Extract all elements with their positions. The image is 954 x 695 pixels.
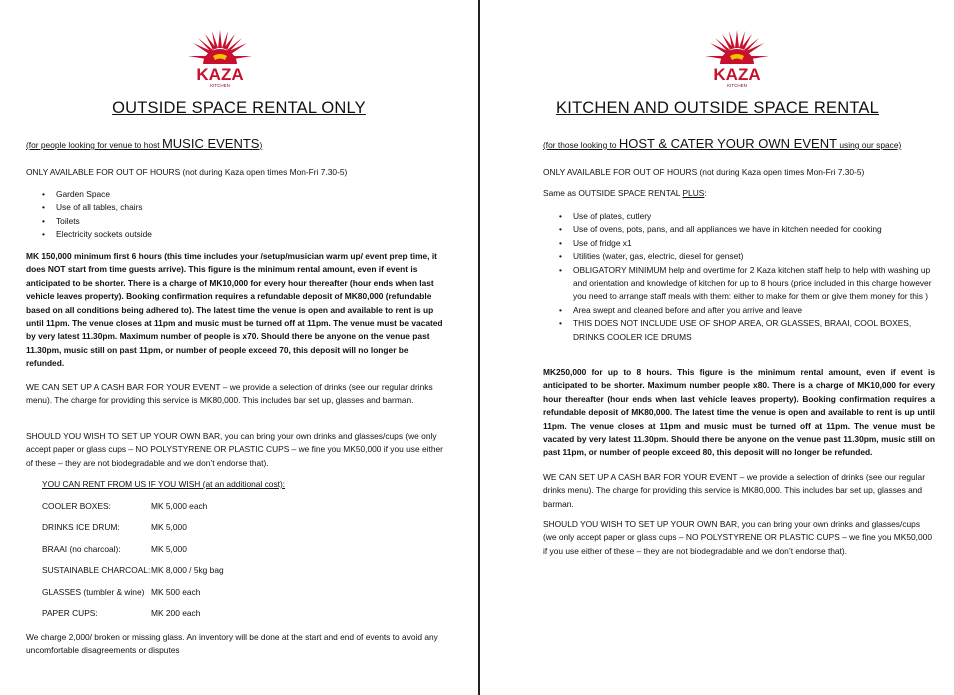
audience-subtitle (26, 137, 262, 152)
brand-subtitle: KITCHEN (727, 83, 747, 88)
rental-price: MK 500 each (151, 586, 201, 597)
features-list-right (543, 210, 933, 344)
pricing-terms: MK 150,000 minimum first 6 hours (this time includes your /setup/musician warm up/ event prep time, it does NOT start from time guests arrive). This figure is the minimum rental amount, even if event is anticipated to be shorter. There is a charge of MK10,000 for every hour thereafter (hour ends when last vehicle leaves property). Booking confirmation requires a refundable deposit of MK80,000 (refundable based on all conditions being adhered to). The latest time the venue is open and available to rent is up until 11pm. The venue closes at 11pm and music must be turned off at 11pm. The venue must be vacated by very latest 11.30pm. Maximum number of people is x70. Should there be anyone on the venue past 11.30pm, music still on past 11pm, or number of people exceed 70, this deposit will no longer be refunded. (26, 251, 443, 369)
subtitle-post: using our space) (837, 140, 902, 150)
rental-item: GLASSES (tumbler & wine) (42, 586, 145, 597)
availability-note: ONLY AVAILABLE FOR OUT OF HOURS (not during Kaza open times Mon-Fri 7.30-5) (26, 167, 348, 177)
page-divider (478, 0, 480, 695)
same-as-plus: PLUS (682, 188, 705, 198)
brand-name: KAZA (713, 65, 761, 84)
rental-price: MK 8,000 / 5kg bag (151, 565, 224, 576)
features-list (26, 188, 152, 242)
list-item: • Use of all tables, chairs (26, 201, 152, 214)
table-row (42, 581, 224, 603)
rental-item: BRAAI (no charcoal): (42, 543, 121, 554)
brand-name: KAZA (196, 65, 244, 84)
subtitle-highlight: MUSIC EVENTS (161, 136, 260, 151)
subtitle-post: ) (259, 140, 263, 150)
table-row (42, 538, 224, 560)
list-item: • THIS DOES NOT INCLUDE USE OF SHOP AREA, OR GLASSES, BRAAI, COOL BOXES, DRINKS COOLER ICE DRUMS (543, 317, 933, 344)
page-title: OUTSIDE SPACE RENTAL ONLY (112, 99, 366, 117)
subtitle-pre: (for those looking to (543, 140, 619, 150)
list-item: • Area swept and cleaned before and after you arrive and leave (543, 304, 933, 317)
kaza-logo-right (702, 26, 772, 88)
table-row (42, 495, 224, 517)
sun-logo-icon (702, 26, 772, 88)
right-page (481, 0, 954, 695)
brand-subtitle: KITCHEN (210, 83, 230, 88)
sun-logo-icon (185, 26, 255, 88)
list-item: • Toilets (26, 215, 152, 228)
rental-price: MK 5,000 (151, 543, 187, 554)
own-bar-note-right: SHOULD YOU WISH TO SET UP YOUR OWN BAR, you can bring your own drinks and glasses/cups (we only accept paper or glass cups – NO POLYSTYRENE OR PLASTIC CUPS – we fine you MK50,000 if you use either of these – they are not biodegradable and we don’t endorse that). (543, 519, 932, 556)
rental-item: PAPER CUPS: (42, 608, 98, 619)
table-row (42, 560, 224, 582)
rental-price: MK 200 each (151, 608, 201, 619)
list-item: • Use of ovens, pots, pans, and all appliances we have in kitchen needed for cooking (543, 223, 933, 236)
page-title-right: KITCHEN AND OUTSIDE SPACE RENTAL (555, 99, 879, 117)
availability-note-right: ONLY AVAILABLE FOR OUT OF HOURS (not during Kaza open times Mon-Fri 7.30-5) (543, 167, 865, 177)
rental-item: SUSTAINABLE CHARCOAL: (42, 565, 151, 576)
same-as-post: : (704, 188, 707, 198)
list-item: • Garden Space (26, 188, 152, 201)
glass-note: We charge 2,000/ broken or missing glass. An inventory will be done at the start and end of events to avoid any uncomfortable disagreements or disputes (26, 632, 438, 656)
table-row (42, 517, 224, 539)
table-row (42, 603, 224, 625)
own-bar-note: SHOULD YOU WISH TO SET UP YOUR OWN BAR, you can bring your own drinks and glasses/cups (we only accept paper or glass cups – NO POLYSTYRENE OR PLASTIC CUPS – we fine you MK50,000 if you use either of these – they are not biodegradable and we don’t endorse that). (26, 431, 443, 468)
rental-price: MK 5,000 each (151, 500, 208, 511)
list-item: • Utilities (water, gas, electric, diesel for genset) (543, 250, 933, 263)
rental-table (42, 495, 224, 624)
rent-heading: YOU CAN RENT FROM US IF YOU WISH (at an additional cost): (42, 479, 286, 489)
same-as-pre: Same as OUTSIDE SPACE RENTAL (543, 188, 683, 198)
subtitle-pre: (for people looking for venue to host (26, 140, 162, 150)
cash-bar-note-right: WE CAN SET UP A CASH BAR FOR YOUR EVENT – we provide a selection of drinks (see our regular drinks menu). The charge for providing this service is MK80,000. This includes bar set up, glasses and barman. (543, 472, 925, 509)
rental-price: MK 5,000 (151, 522, 187, 533)
list-item: • Electricity sockets outside (26, 228, 152, 241)
list-item: • Use of plates, cutlery (543, 210, 933, 223)
list-item: • OBLIGATORY MINIMUM help and overtime for 2 Kaza kitchen staff help to help with washing up and orientation and knowledge of kitchen for up to 8 hours (price included in this charge however you need to arrange staff meals with them: either to make for them or give them money for this ) (543, 264, 933, 304)
pricing-terms-right: MK250,000 for up to 8 hours. This figure is the minimum rental amount, even if event is anticipated to be shorter. Maximum number people x80. There is a charge of MK10,000 for every hour thereafter (hour ends when last vehicle leaves property). Booking confirmation requires a refundable deposit of MK80,000. The latest time the venue is open and available to rent is up until 11pm. The venue closes at 11pm and music must be turned off at 11pm. The venue must be vacated by very latest 11.30pm. Should there be anyone on the venue past 11.30pm, music still on past 11pm, or number of people exceed 80, this deposit will no longer be refunded. (543, 367, 935, 458)
same-as-note (543, 187, 707, 200)
rental-item: COOLER BOXES: (42, 500, 111, 511)
kaza-logo (185, 26, 255, 88)
cash-bar-note: WE CAN SET UP A CASH BAR FOR YOUR EVENT – we provide a selection of drinks (see our regular drinks menu). The charge for providing this service is MK80,000. This includes bar set up, glasses and barman. (26, 382, 433, 406)
audience-subtitle-right (543, 137, 901, 152)
subtitle-highlight: HOST & CATER YOUR OWN EVENT (618, 136, 838, 151)
rental-item: DRINKS ICE DRUM: (42, 522, 120, 533)
list-item: • Use of fridge x1 (543, 237, 933, 250)
